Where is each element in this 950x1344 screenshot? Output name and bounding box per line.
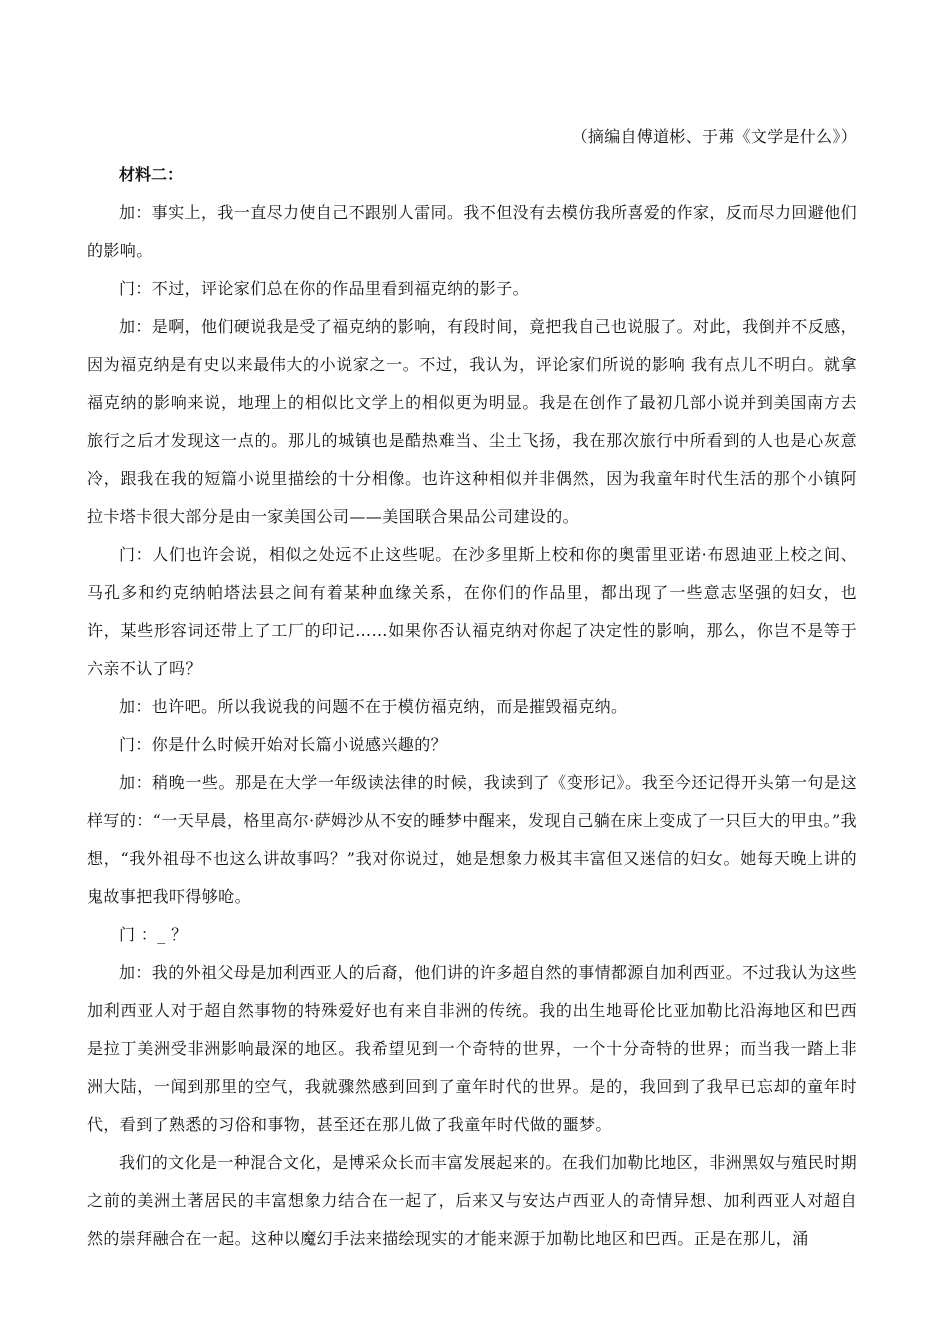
paragraph: 加：稍晚一些。那是在大学一年级读法律的时候，我读到了《变形记》。我至今还记得开头第一句是这样写的：“一天早晨，格里高尔·萨姆沙从不安的睡梦中醒来，发现自己躺在床上变成了一只巨大的甲虫。”我想，“我外祖母不也这么讲故事吗？”我对你说过，她是想象力极其丰富但又迷信的妇女。她每天晚上讲的鬼故事把我吓得够呛。 — [87, 773, 857, 906]
paragraph: 门：人们也许会说，相似之处远不止这些呢。在沙多里斯上校和你的奥雷里亚诺·布恩迪亚上校之间、马孔多和约克纳帕塔法县之间有着某种血缘关系，在你们的作品里，都出现了一些意志坚强的妇女，也许，某些形容词还带上了工厂的印记……如果你否认福克纳对你起了决定性的影响，那么，你岂不是等于六亲不认了吗？ — [87, 545, 857, 678]
paragraph: 门：你是什么时候开始对长篇小说感兴趣的？ — [119, 735, 448, 754]
document-page — [87, 118, 857, 1258]
paragraph: 加：我的外祖父母是加利西亚人的后裔，他们讲的许多超自然的事情都源自加利西亚。不过我认为这些加利西亚人对于超自然事物的特殊爱好也有来自非洲的传统。我的出生地哥伦比亚加勒比沿海地区和巴西是拉丁美洲受非洲影响最深的地区。我希望见到一个奇特的世界，一个十分奇特的世界；而当我一踏上非洲大陆，一闻到那里的空气，我就骤然感到回到了童年时代的世界。是的，我回到了我早已忘却的童年时代，看到了熟悉的习俗和事物，甚至还在那儿做了我童年时代做的噩梦。 — [87, 963, 858, 1134]
question-blank: 门 ：_ ？ — [119, 925, 188, 944]
paragraph: 加：也许吧。所以我说我的问题不在于模仿福克纳，而是摧毁福克纳。 — [119, 697, 628, 716]
paragraph: 加：是啊，他们硬说我是受了福克纳的影响，有段时间，竟把我自己也说服了。对此，我倒并不反感，因为福克纳是有史以来最伟大的小说家之一。不过，我认为，评论家们所说的影响 我有点儿不明白。就拿福克纳的影响来说，地理上的相似比文学上的相似更为明显。我是在创作了最初几部小说并到美国南方去旅行之后才发现这一点的。那儿的城镇也是酷热难当、尘土飞扬，我在那次旅行中所看到的人也是心灰意冷，跟我在我的短篇小说里描绘的十分相像。也许这种相似并非偶然，因为我童年时代生活的那个小镇阿拉卡塔卡很大部分是由一家美国公司——美国联合果品公司建设的。 — [87, 317, 858, 526]
source-citation: （摘编自傅道彬、于茀《文学是什么》） — [571, 127, 857, 146]
paragraph: 门：不过，评论家们总在你的作品里看到福克纳的影子。 — [119, 279, 530, 298]
paragraph: 我们的文化是一种混合文化，是博采众长而丰富发展起来的。在我们加勒比地区，非洲黑奴与殖民时期之前的美洲土著居民的丰富想象力结合在一起了，后来又与安达卢西亚人的奇情异想、加利西亚人对超自然的崇拜融合在一起。这种以魔幻手法来描绘现实的才能来源于加勒比地区和巴西。正是在那儿，涌 — [87, 1153, 858, 1248]
paragraph: 加：事实上，我一直尽力使自己不跟别人雷同。我不但没有去模仿我所喜爱的作家，反而尽力回避他们的影响。 — [87, 203, 858, 260]
section-heading: 材料二： — [119, 165, 184, 184]
